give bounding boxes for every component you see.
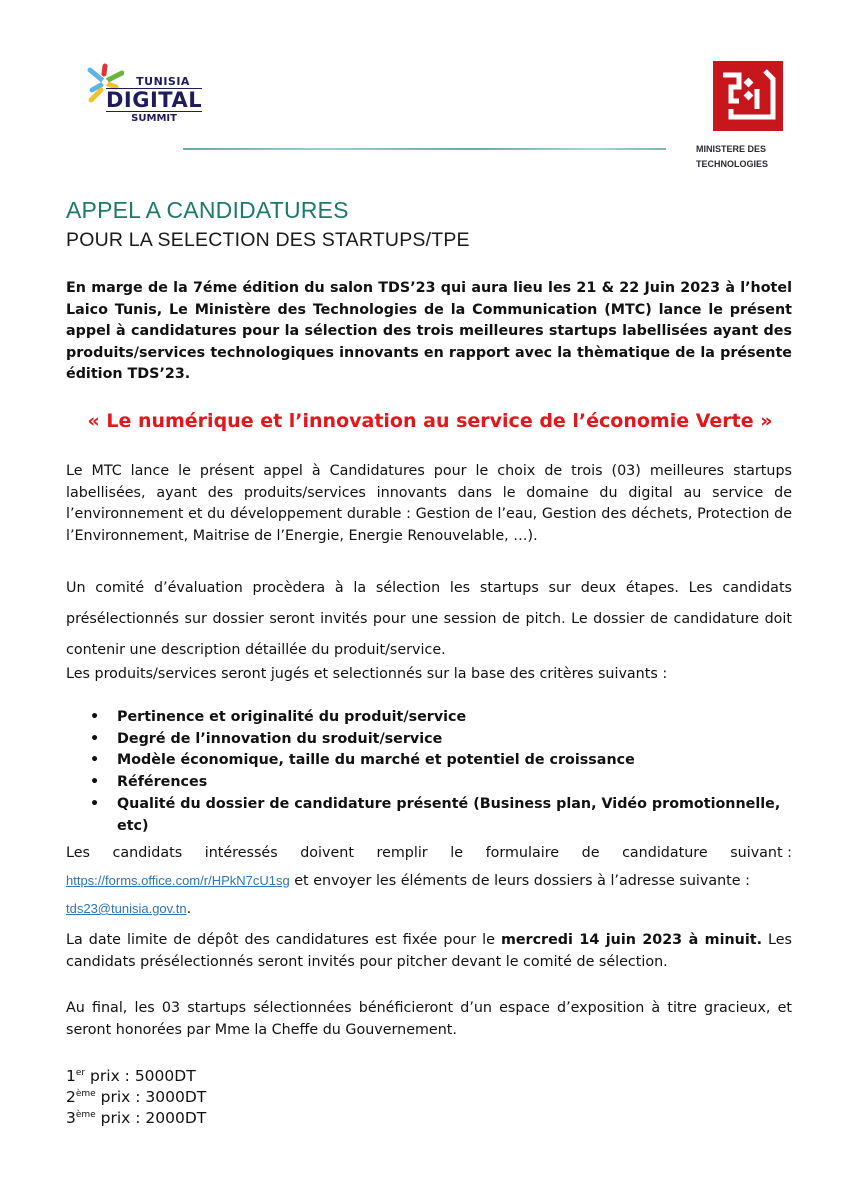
logo-digital-text: DIGITAL [106, 88, 203, 112]
logo-tunisia-text: TUNISIA [106, 76, 202, 89]
ministry-calligraphy-icon [713, 61, 783, 131]
ministry-logo [713, 61, 783, 131]
criteria-item: • Modèle économique, taille du marché et potentiel de croissance [90, 750, 800, 772]
evaluation-paragraph: Un comité d’évaluation procèdera à la sélection les startups sur deux étapes. Les candidats présélectionnés sur dossier seront invités pour une session de pitch. Le dossier de candidature doit contenir une description détaillée du produit/service. [66, 580, 792, 658]
prize-item: 3ème prix : 2000DT [66, 1109, 207, 1127]
criteria-item: • Références [90, 772, 800, 794]
intro-paragraph: En marge de la 7éme édition du salon TDS’23 qui aura lieu les 21 & 22 Juin 2023 à l’hotel Laico Tunis, Le Ministère des Technologies de la Communication (MTC) lance le présent appel à candidatures pour la sélection des trois meilleures startups labellisées ayant des produits/services technologiques innovants en rapport avec la thèmatique de la présente édition TDS’23. [66, 280, 792, 382]
logo-summit-text: SUMMIT [106, 111, 202, 125]
application-line1: Les candidats intéressés doivent remplir le formulaire de candidature suivant : [66, 845, 792, 861]
header-divider [183, 148, 666, 150]
criteria-intro: Les produits/services seront jugés et selectionnés sur la base des critères suivants : [66, 666, 668, 682]
call-description-paragraph: Le MTC lance le présent appel à Candidatures pour le choix de trois (03) meilleures startups labellisées, ayant des produits/services innovants dans le domaine du digital au service de l’environnement et du développement durable : Gestion de l’eau, Gestion des déchets, Protection de l’Environnement, Maitrise de l’Energie, Energie Renouvelable, …). [66, 463, 792, 544]
prize-item: 1er prix : 5000DT [66, 1067, 196, 1085]
application-line3: tds23@tunisia.gov.tn. [66, 901, 192, 917]
email-link[interactable]: tds23@tunisia.gov.tn [66, 901, 187, 916]
ministry-caption [696, 142, 806, 172]
ministry-caption-line1: MINISTERE DES [696, 144, 767, 154]
ministry-caption-line2: TECHNOLOGIES [696, 159, 769, 169]
theme-quote: « Le numérique et l’innovation au service de l’économie Verte » [87, 410, 773, 432]
deadline-date: mercredi 14 juin 2023 à minuit. [500, 932, 763, 948]
prizes-list [66, 1066, 206, 1129]
application-line2: https://forms.office.com/r/HPkN7cU1sg et envoyer les éléments de leurs dossiers à l’adresse suivante : [66, 873, 750, 889]
criteria-list [90, 707, 800, 837]
tunisia-digital-summit-logo [84, 62, 214, 142]
form-link[interactable]: https://forms.office.com/r/HPkN7cU1sg [66, 873, 290, 888]
page-subtitle: POUR LA SELECTION DES STARTUPS/TPE [66, 229, 470, 251]
deadline-paragraph: La date limite de dépôt des candidatures est fixée pour le mercredi 14 juin 2023 à minuit. Les candidats présélectionnés seront invités pour pitcher devant le comité de sélection. [66, 932, 792, 970]
criteria-item: • Qualité du dossier de candidature présenté (Business plan, Vidéo promotionnelle, etc) [90, 794, 800, 837]
page-title: APPEL A CANDIDATURES [66, 197, 349, 223]
final-note-paragraph: Au final, les 03 startups sélectionnées bénéficieront d’un espace d’exposition à titre gracieux, et seront honorées par Mme la Cheffe du Gouvernement. [66, 1000, 792, 1038]
prize-item: 2ème prix : 3000DT [66, 1088, 207, 1106]
criteria-item: • Pertinence et originalité du produit/service [90, 707, 800, 729]
criteria-item: • Degré de l’innovation du sroduit/service [90, 729, 800, 751]
application-paragraph [66, 840, 792, 923]
